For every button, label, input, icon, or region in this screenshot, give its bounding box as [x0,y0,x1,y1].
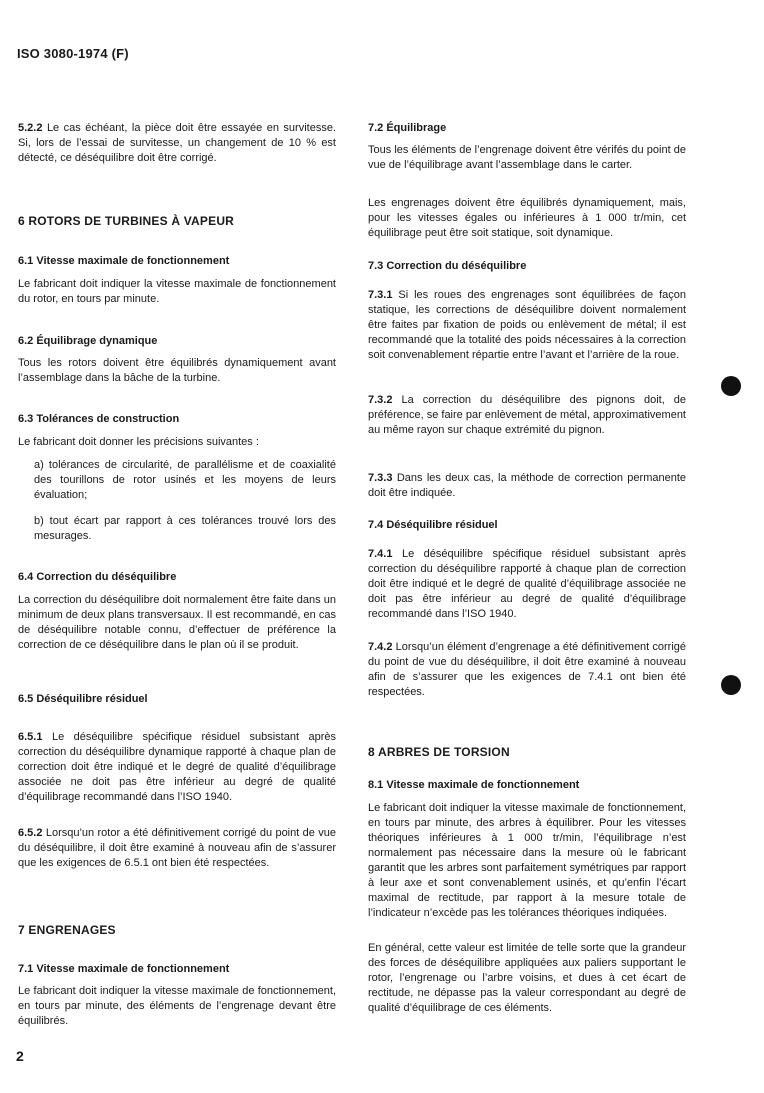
paragraph-text: La correction du déséquilibre des pignons doit, de préférence, se faire par enlèvement de métal, approximativement au même rayon sur chaque extrémité du pignon. [368,394,686,436]
section-7-2-text-1: Tous les éléments de l’engrenage doivent être vérifés du point de vue de l’équilibrage avant l’assemblage dans le carter. [368,144,686,171]
section-7-title: 7 ENGRENAGES [18,923,116,937]
section-6-3-title: 6.3 Tolérances de construction [18,413,180,425]
section-7-2-title: 7.2 Équilibrage [368,122,447,134]
section-6-2-text: Tous les rotors doivent être équilibrés dynamiquement avant l’assemblage dans la bâche de la turbine. [18,357,336,384]
section-8-title: 8 ARBRES DE TORSION [368,745,510,759]
section-8-1-title: 8.1 Vitesse maximale de fonctionnement [368,779,580,791]
section-6-3-item-b: b) tout écart par rapport à ces tolérances trouvé lors des mesurages. [34,515,336,542]
section-7-1-title: 7.1 Vitesse maximale de fonctionnement [18,963,230,975]
section-8-1-text-1: Le fabricant doit indiquer la vitesse maximale de fonctionnement, en tours par minute, des arbres à équilibrer. Pour les vitesses théoriques inférieures à 1 000 tr/min, l’équilibrage n’est normalement pas nécessaire dans la mesure où le fabricant garantit que les arbres sont parfaitement symétriques par rapport à leur axe et sont convenablement usinés, et qu’enfin l’écart maximal de rectitude, par rapport à la mesure totale de l’indicateur n’excède pas les tolérances théoriques indiquées. [368,802,686,919]
paragraph-text: Le déséquilibre spécifique résiduel subsistant après correction du déséquilibre rapporté à chaque plan de correction doit être indiqué et le degré de qualité d’équilibrage associée ne doit pas être inférieur au degré de qualité d’équilibrage recommandé dans l’ISO 1940. [368,548,686,620]
section-6-1-text: Le fabricant doit indiquer la vitesse maximale de fonctionnement du rotor, en tours par minute. [18,278,336,305]
section-7-1-text: Le fabricant doit indiquer la vitesse maximale de fonctionnement, en tours par minute, des éléments de l’engrenage devant être équilibrés. [18,985,336,1027]
paragraph-6-5-1 [18,730,336,805]
paragraph-7-3-2 [368,393,686,438]
section-7-2-text-2: Les engrenages doivent être équilibrés dynamiquement, mais, pour les vitesses égales ou inférieures à 1 000 tr/min, cet équilibrage peut être soit statique, soit dynamique. [368,197,686,239]
paragraph-number: 6.5.2 [18,827,43,839]
section-6-title: 6 ROTORS DE TURBINES À VAPEUR [18,214,235,228]
section-6-3-intro: Le fabricant doit donner les précisions suivantes : [18,436,259,448]
section-6-3-item-a: a) tolérances de circularité, de parallélisme et de coaxialité des tourillons de rotor usinés et les moyens de leurs évaluation; [34,459,336,501]
document-header: ISO 3080-1974 (F) [17,46,129,61]
punch-hole-top [721,376,741,396]
page-number: 2 [16,1048,24,1064]
paragraph-number: 5.2.2 [18,122,43,134]
paragraph-number: 7.3.1 [368,289,393,301]
paragraph-7-4-2 [368,640,686,700]
section-6-2-title: 6.2 Équilibrage dynamique [18,335,158,347]
paragraph-7-4-1 [368,547,686,622]
paragraph-text: Lorsqu’un rotor a été définitivement corrigé du point de vue du déséquilibre, il doit être examiné à nouveau afin de s’assurer que les exigences de 6.5.1 ont bien été respectées. [18,827,336,869]
paragraph-text: Dans les deux cas, la méthode de correction permanente doit être indiquée. [368,472,686,499]
section-7-4-title: 7.4 Déséquilibre résiduel [368,519,498,531]
section-7-3-title: 7.3 Correction du déséquilibre [368,260,527,272]
section-6-1-title: 6.1 Vitesse maximale de fonctionnement [18,255,230,267]
paragraph-5-2-2 [18,121,336,166]
paragraph-number: 7.4.1 [368,548,393,560]
paragraph-number: 7.4.2 [368,641,393,653]
section-6-5-title: 6.5 Déséquilibre résiduel [18,693,148,705]
paragraph-text: Le déséquilibre spécifique résiduel subsistant après correction du déséquilibre dynamique rapporté à chaque plan de correction doit être indiqué et le degré de qualité d’équilibrage associée ne doit pas être inférieur au degré de qualité d’équilibrage recommandé dans l’ISO 1940. [18,731,336,803]
paragraph-7-3-3 [368,471,686,501]
paragraph-text: Lorsqu’un élément d’engrenage a été définitivement corrigé du point de vue du déséquilibre, il doit être examiné à nouveau afin de s’assurer que les exigences de 7.4.1 ont bien été respectées. [368,641,686,698]
section-6-4-text: La correction du déséquilibre doit normalement être faite dans un minimum de deux plans transversaux. Il est recommandé, en cas de déséquilibre notable connu, d’effectuer de préférence la correction de ce déséquilibre dans le plan où il se produit. [18,594,336,651]
paragraph-6-5-2 [18,826,336,871]
paragraph-7-3-1 [368,288,686,363]
punch-hole-bottom [721,675,741,695]
paragraph-number: 7.3.3 [368,472,393,484]
section-8-1-text-2: En général, cette valeur est limitée de telle sorte que la grandeur des forces de déséquilibre appliquées aux paliers supportant le rotor, l’engrenage ou l’arbre voisins, et dues à cet écart de rectitude, ne dépasse pas la valeur correspondant au degré de qualité d’équilibrage de ces éléments. [368,942,686,1014]
paragraph-number: 7.3.2 [368,394,393,406]
section-6-4-title: 6.4 Correction du déséquilibre [18,571,177,583]
paragraph-text: Si les roues des engrenages sont équilibrées de façon statique, les corrections de déséquilibre doivent normalement être faites par fixation de poids ou enlèvement de métal; il est recommandé que la totalité des poids nécessaires à la correction soit convenablement répartie entre l’avant et l’arrière de la roue. [368,289,686,361]
paragraph-number: 6.5.1 [18,731,43,743]
paragraph-text: Le cas échéant, la pièce doit être essayée en survitesse. Si, lors de l’essai de survitesse, un changement de 10 % est détecté, ce déséquilibre doit être corrigé. [18,122,336,164]
